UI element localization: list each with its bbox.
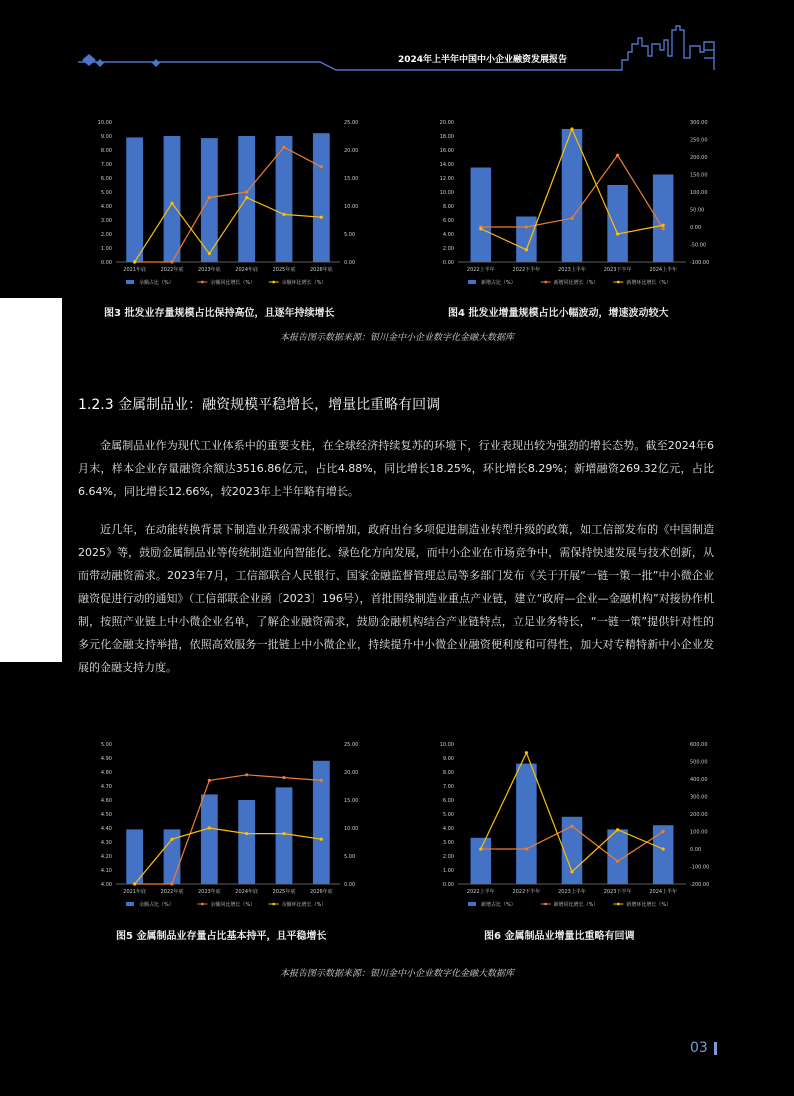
data-point <box>282 832 285 835</box>
y2-tick-label: -100.00 <box>690 260 710 266</box>
data-point <box>525 847 528 850</box>
data-point <box>170 260 173 263</box>
section-heading: 1.2.3 金属制品业：融资规模平稳增长，增量比重略有回调 <box>78 397 441 413</box>
y-tick-label: 8.00 <box>100 148 112 154</box>
data-point <box>245 773 248 776</box>
y-tick-label: 4.60 <box>100 798 112 804</box>
chart-svg <box>78 734 378 922</box>
y2-tick-label: 500.00 <box>690 759 708 766</box>
y-tick-label: 4.00 <box>100 204 112 210</box>
figure-3-chart <box>78 112 378 300</box>
data-point <box>616 828 619 831</box>
bar <box>201 794 218 884</box>
data-point <box>320 779 323 782</box>
bar <box>653 825 674 884</box>
y-tick-label: 0.00 <box>442 882 454 888</box>
y2-tick-label: 100.00 <box>690 829 708 836</box>
data-point <box>479 847 482 850</box>
data-point <box>170 882 173 885</box>
y-tick-label: 4.30 <box>100 840 112 846</box>
legend-swatch <box>126 280 134 284</box>
y2-tick-label: 200.00 <box>690 155 708 161</box>
legend-label: 余额同比增长（%） <box>210 902 256 908</box>
data-point <box>525 225 528 228</box>
bar <box>471 838 492 884</box>
x-tick-label: 2025年底 <box>272 889 296 895</box>
y2-tick-label: 0.00 <box>690 847 702 853</box>
x-tick-label: 2024年底 <box>235 267 259 273</box>
legend-marker <box>201 281 204 284</box>
y2-tick-label: 200.00 <box>690 812 708 818</box>
data-point <box>133 260 136 263</box>
legend-label: 新增同比增长（%） <box>553 902 599 908</box>
data-point <box>662 830 665 833</box>
data-point <box>208 826 211 829</box>
x-tick-label: 2026年底 <box>309 267 333 273</box>
y-tick-label: 7.00 <box>442 784 454 790</box>
x-tick-label: 2024上半年 <box>649 267 678 273</box>
y-tick-label: 4.70 <box>100 784 112 790</box>
legend-marker <box>201 903 204 906</box>
y-tick-label: 4.50 <box>100 812 112 818</box>
data-point <box>320 838 323 841</box>
y-tick-label: 10.00 <box>439 742 454 748</box>
y-tick-label: 3.00 <box>442 840 454 846</box>
figure-5-caption: 图5 金属制品业存量占比基本持平，且平稳增长 <box>116 931 327 942</box>
x-tick-label: 2023上半年 <box>558 267 586 273</box>
x-tick-label: 2022上半年 <box>466 889 495 895</box>
y-tick-label: 4.10 <box>100 868 112 874</box>
y-tick-label: 6.00 <box>442 798 454 804</box>
x-tick-label: 2024上半年 <box>649 889 678 895</box>
y2-tick-label: 300.00 <box>690 794 708 801</box>
legend-label: 余额环比增长（%） <box>281 280 327 286</box>
y-tick-label: 9.00 <box>100 134 112 140</box>
data-point <box>525 751 528 754</box>
data-point <box>208 779 211 782</box>
y2-tick-label: 250.00 <box>690 137 708 144</box>
y2-tick-label: 25.00 <box>344 742 359 748</box>
data-point <box>245 196 248 199</box>
paragraph-2: 近几年，在动能转换背景下制造业升级需求不断增加，政府出台多项促进制造业转型升级的政策，如工信部发布的《中国制造2025》等，鼓励金属制品业等传统制造业向智能化、绿色化方向发展，而中小企业在市场竞争中，需保持快速发展与技术创新，从而带动融资需求。2023年7月，工信部联合人民银行、国家金融监督管理总局等多部门发布《关于开展“一链一策一批”中小微企业融资促进行动的通知》（工信部联企业函〔2023〕196号），首批围绕制造业重点产业链，建立“政府—企业—金融机构”对接协作机制，按照产业链上中小微企业名单，了解企业融资需求，鼓励金融机构结合产业链特点，立足业务特长，“一链一策”提供针对性的多元化金融支持举措，依照高效服务一批链上中小微企业，持续提升中小微企业融资便利度和可得性，加大对专精特新中小企业发展的金融支持力度。 <box>78 523 714 674</box>
y-tick-label: 9.00 <box>442 756 454 762</box>
data-point <box>662 227 665 230</box>
y2-tick-label: 20.00 <box>344 148 359 154</box>
x-tick-label: 2022下半年 <box>512 267 541 273</box>
bar <box>313 133 330 262</box>
series-line <box>135 198 322 262</box>
data-point <box>616 232 619 235</box>
x-tick-label: 2023下半年 <box>603 889 632 895</box>
y-tick-label: 12.00 <box>439 176 454 182</box>
legend-label: 余额占比（%） <box>139 902 174 908</box>
y2-tick-label: 100.00 <box>690 190 708 196</box>
legend-marker <box>272 903 275 906</box>
y-tick-label: 4.40 <box>100 826 112 832</box>
y2-tick-label: 15.00 <box>344 176 359 182</box>
y-tick-label: 0.00 <box>100 260 112 266</box>
y-tick-label: 1.00 <box>442 868 454 874</box>
figure-4-chart <box>414 112 724 300</box>
bar <box>238 800 255 884</box>
legend-marker <box>544 281 547 284</box>
legend-label: 余额环比增长（%） <box>281 902 327 908</box>
y-tick-label: 14.00 <box>439 162 454 168</box>
data-point <box>570 217 573 220</box>
legend-swatch <box>468 280 476 284</box>
y-tick-label: 0.00 <box>442 260 454 266</box>
data-point <box>282 213 285 216</box>
data-point <box>570 825 573 828</box>
y2-tick-label: 5.00 <box>344 232 356 238</box>
y2-tick-label: 400.00 <box>690 777 708 783</box>
x-tick-label: 2023年底 <box>197 267 221 273</box>
data-point <box>479 227 482 230</box>
bar <box>516 217 537 263</box>
city-skyline-icon <box>620 26 714 70</box>
data-point <box>616 860 619 863</box>
x-tick-label: 2022年底 <box>160 267 184 273</box>
x-tick-label: 2023上半年 <box>558 889 586 895</box>
x-tick-label: 2025年底 <box>272 267 296 273</box>
figure-3-caption: 图3 批发业存量规模占比保持高位，且逐年持续增长 <box>104 308 335 319</box>
legend-label: 新增环比增长（%） <box>626 280 672 286</box>
page-number-bar <box>714 1042 717 1055</box>
data-point <box>208 252 211 255</box>
header-diamond-icons <box>82 54 160 67</box>
y-tick-label: 8.00 <box>442 770 454 776</box>
paragraph-1: 金属制品业作为现代工业体系中的重要支柱，在全球经济持续复苏的环境下，行业表现出较为强劲的增长态势。截至2024年6月末，样本企业存量融资余额达3516.86亿元，占比4.88%，同比增长18.25%，环比增长8.29%；新增融资269.32亿元，占比6.64%，同比增长12.66%，较2023年上半年略有增长。 <box>78 439 714 498</box>
left-edge-bar <box>0 298 62 662</box>
y2-tick-label: -50.00 <box>690 242 707 249</box>
y2-tick-label: -200.00 <box>690 882 710 888</box>
data-point <box>616 154 619 157</box>
y-tick-label: 2.00 <box>442 854 454 860</box>
x-tick-label: 2023下半年 <box>603 267 632 273</box>
y-tick-label: 7.00 <box>100 162 112 168</box>
data-point <box>320 165 323 168</box>
y-tick-label: 4.00 <box>100 882 112 888</box>
y2-tick-label: 0.00 <box>690 225 702 231</box>
diamond-icon <box>152 59 160 67</box>
bar <box>126 137 143 262</box>
data-point <box>170 838 173 841</box>
figure-5-chart <box>78 734 378 922</box>
y2-tick-label: 5.00 <box>344 854 356 860</box>
bar <box>516 764 537 884</box>
data-point <box>208 196 211 199</box>
x-tick-label: 2024年底 <box>235 889 259 895</box>
data-point <box>570 127 573 130</box>
data-point <box>282 146 285 149</box>
y2-tick-label: 20.00 <box>344 770 359 776</box>
y-tick-label: 1.00 <box>100 246 112 252</box>
data-point <box>245 190 248 193</box>
y-tick-label: 4.00 <box>442 232 454 238</box>
series-line <box>135 147 322 262</box>
legend-marker <box>272 281 275 284</box>
y2-tick-label: 15.00 <box>344 798 359 804</box>
y-tick-label: 2.00 <box>442 246 454 252</box>
data-point <box>133 882 136 885</box>
data-point <box>525 248 528 251</box>
chart-svg <box>414 734 724 922</box>
figure-6-chart <box>414 734 724 922</box>
page-number: 03 <box>690 1040 708 1056</box>
header-decoration <box>0 0 794 80</box>
y2-tick-label: 0.00 <box>344 882 356 888</box>
report-title: 2024年上半年中国中小企业融资发展报告 <box>398 55 568 65</box>
y-tick-label: 4.80 <box>100 770 112 776</box>
legend-label: 新增占比（%） <box>481 902 516 908</box>
x-tick-label: 2023年底 <box>197 889 221 895</box>
y2-tick-label: 600.00 <box>690 742 708 748</box>
legend-label: 新增环比增长（%） <box>626 902 672 908</box>
diamond-icon <box>82 54 96 66</box>
y-tick-label: 10.00 <box>97 120 112 126</box>
legend-swatch <box>126 902 134 906</box>
legend-label: 余额同比增长（%） <box>210 280 256 286</box>
legend-marker <box>544 903 547 906</box>
y2-tick-label: 25.00 <box>344 120 359 126</box>
y2-tick-label: 300.00 <box>690 120 708 126</box>
legend-marker <box>617 903 620 906</box>
data-point <box>570 870 573 873</box>
source-note: 本报告图示数据来源：银川金中小企业数字化金融大数据库 <box>279 969 514 979</box>
legend-marker <box>617 281 620 284</box>
y-tick-label: 5.00 <box>442 812 454 818</box>
x-tick-label: 2021年底 <box>123 267 147 273</box>
legend-label: 新增同比增长（%） <box>553 280 599 286</box>
y2-tick-label: 150.00 <box>690 172 708 179</box>
data-point <box>662 224 665 227</box>
y2-tick-label: 10.00 <box>344 826 359 832</box>
bar <box>276 787 293 884</box>
series-line <box>135 828 322 884</box>
y2-tick-label: -100.00 <box>690 864 710 871</box>
y-tick-label: 5.00 <box>100 190 112 196</box>
y-tick-label: 5.00 <box>100 742 112 748</box>
y-tick-label: 16.00 <box>439 148 454 154</box>
diamond-icon <box>96 59 104 67</box>
x-tick-label: 2021年底 <box>123 889 147 895</box>
data-point <box>282 776 285 779</box>
legend-label: 新增占比（%） <box>481 280 516 286</box>
y-tick-label: 3.00 <box>100 218 112 224</box>
y-tick-label: 2.00 <box>100 232 112 238</box>
x-tick-label: 2022年底 <box>160 889 184 895</box>
y2-tick-label: 10.00 <box>344 204 359 210</box>
legend-swatch <box>468 902 476 906</box>
y2-tick-label: 0.00 <box>344 260 356 266</box>
y2-tick-label: 50.00 <box>690 207 705 214</box>
y-tick-label: 20.00 <box>439 120 454 126</box>
source-note: 本报告图示数据来源：银川金中小企业数字化金融大数据库 <box>279 333 514 343</box>
y-tick-label: 4.00 <box>442 826 454 832</box>
figure-6-caption: 图6 金属制品业增量比重略有回调 <box>484 931 635 942</box>
data-point <box>245 832 248 835</box>
chart-svg <box>78 112 378 300</box>
x-tick-label: 2026年底 <box>309 889 333 895</box>
y-tick-label: 6.00 <box>442 218 454 224</box>
y-tick-label: 4.90 <box>100 756 112 762</box>
figure-4-caption: 图4 批发业增量规模占比小幅波动，增速波动较大 <box>448 308 669 319</box>
bar <box>201 138 218 262</box>
legend-label: 余额占比（%） <box>139 280 174 286</box>
y-tick-label: 10.00 <box>439 190 454 196</box>
y-tick-label: 4.20 <box>100 854 112 860</box>
data-point <box>170 202 173 205</box>
bar <box>607 185 628 262</box>
x-tick-label: 2022下半年 <box>512 889 541 895</box>
bar <box>164 136 181 262</box>
y-tick-label: 8.00 <box>442 204 454 210</box>
bar <box>471 168 492 263</box>
chart-svg <box>414 112 724 300</box>
data-point <box>320 216 323 219</box>
page-header <box>0 0 794 80</box>
y-tick-label: 18.00 <box>439 134 454 140</box>
series-line <box>135 775 322 884</box>
data-point <box>662 847 665 850</box>
x-tick-label: 2022上半年 <box>466 267 495 273</box>
bar <box>126 829 143 884</box>
y-tick-label: 6.00 <box>100 176 112 182</box>
